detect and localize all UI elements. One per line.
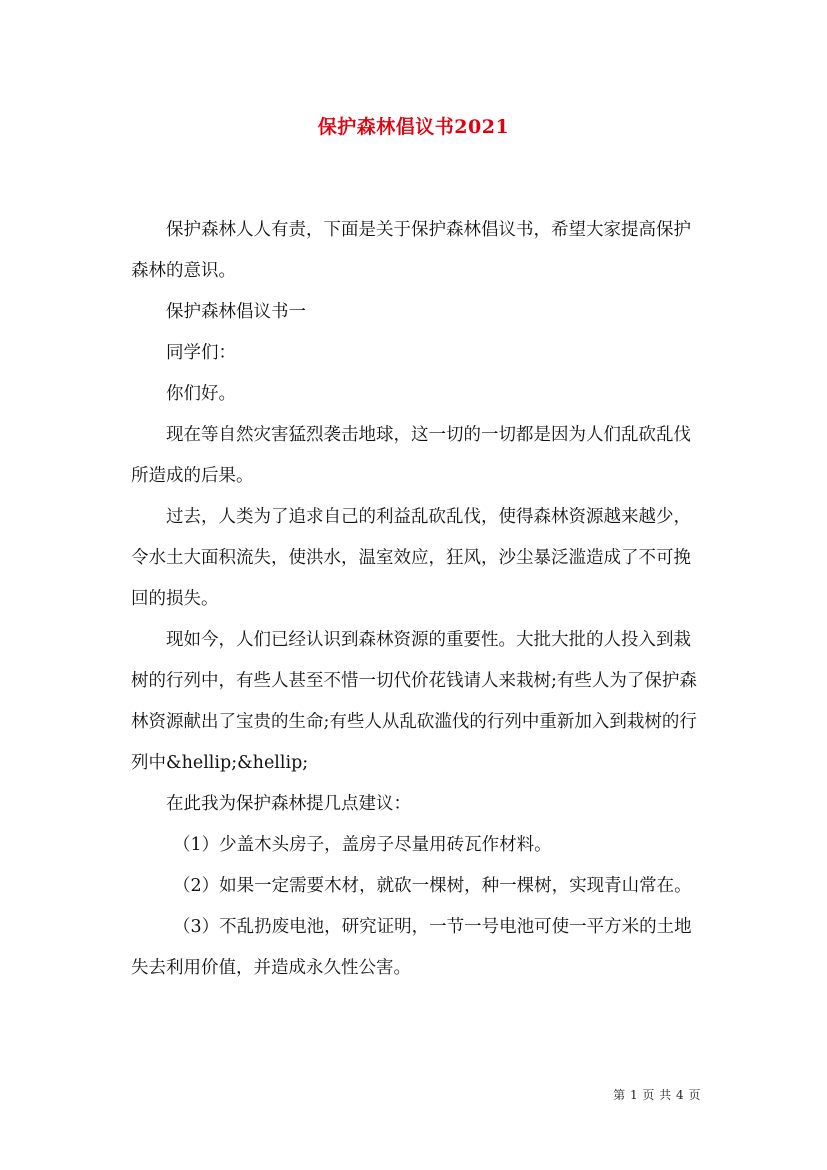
suggestions-intro: 在此我为保护森林提几点建议： xyxy=(166,794,411,814)
greeting: 你们好。 xyxy=(166,384,236,404)
suggestion-item: （3）不乱扔废电池，研究证明，一节一号电池可使一平方米的土地失去利用价值，并造成永久性公害。 xyxy=(131,917,692,978)
salutation: 同学们： xyxy=(166,343,236,363)
body-paragraph: 现在等自然灾害猛烈袭击地球，这一切的一切都是因为人们乱砍乱伐所造成的后果。 xyxy=(131,425,691,486)
body-paragraph: 现如今，人们已经认识到森林资源的重要性。大批大批的人投入到栽树的行列中，有些人甚至不惜一切代价花钱请人来栽树;有些人为了保护森林资源献出了宝贵的生命;有些人从乱砍滥伐的行列中重新加入到栽树的行列中&hellip;&hellip; xyxy=(131,630,697,773)
document-body xyxy=(131,210,706,989)
intro-paragraph: 保护森林人人有责，下面是关于保护森林倡议书，希望大家提高保护森林的意识。 xyxy=(131,220,691,281)
suggestion-item: （2）如果一定需要木材，就砍一棵树，种一棵树，实现青山常在。 xyxy=(173,876,692,896)
section-heading: 保护森林倡议书一 xyxy=(166,302,306,322)
document-title: 保护森林倡议书2021 xyxy=(317,116,510,138)
suggestion-item: （1）少盖木头房子，盖房子尽量用砖瓦作材料。 xyxy=(173,835,552,855)
body-paragraph: 过去，人类为了追求自己的利益乱砍乱伐，使得森林资源越来越少，令水土大面积流失，使洪水，温室效应，狂风，沙尘暴泛滥造成了不可挽回的损失。 xyxy=(131,507,691,609)
page-number: 第 1 页 共 4 页 xyxy=(613,1088,701,1102)
